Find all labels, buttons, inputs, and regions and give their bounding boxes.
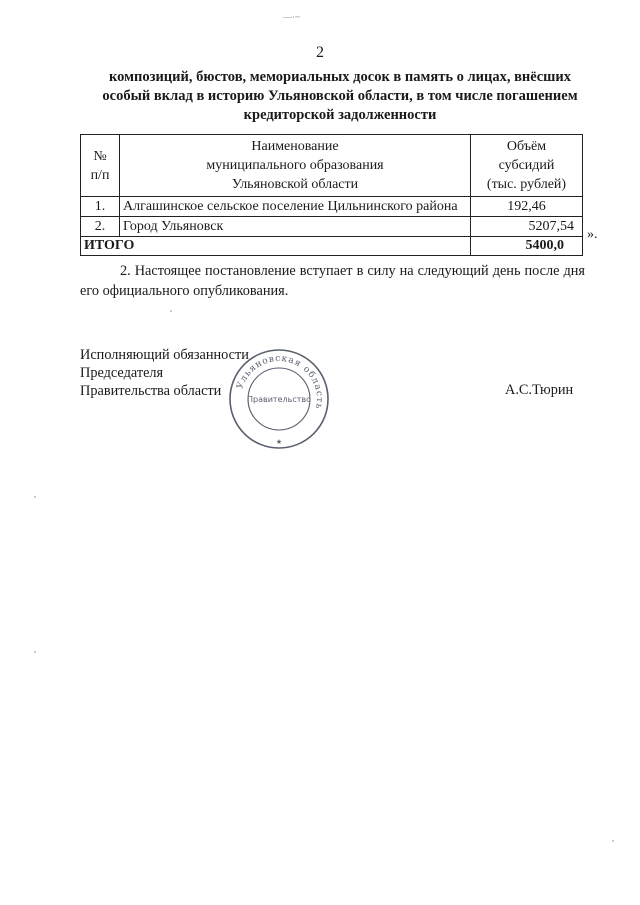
heading-line: композиций, бюстов, мемориальных досок в память о лицах, внёсших [109,69,571,85]
effective-date-paragraph: 2. Настоящее постановление вступает в силу на следующий день после дня его официального опубликования. [80,263,585,299]
header-volume [471,135,583,197]
scan-speck [34,496,36,498]
heading-line: особый вклад в историю Ульяновской области, в том числе погашением [102,88,578,104]
scan-speck [170,310,172,312]
scan-mark: —·~ [283,12,300,22]
header-number-line: № [93,148,107,164]
row-number: 1. [81,197,120,217]
scan-speck [612,840,614,842]
total-volume: 5400,0 [471,237,583,256]
total-label: ИТОГО [81,237,471,256]
table-total-row [81,237,583,256]
row-name: Алгашинское сельское поселение Цильнинского района [120,197,471,217]
header-volume-line: субсидий [498,158,555,173]
table-header-row [81,135,583,197]
header-volume-line: (тыс. рублей) [486,177,567,192]
stamp-star-icon: ★ [275,438,283,446]
header-name-line: Ульяновской области [231,177,359,192]
table-row [81,197,583,217]
page-number: 2 [316,44,324,61]
row-volume: 5207,54 [471,217,583,237]
heading-line: кредиторской задолженности [243,107,437,123]
row-number: 2. [81,217,120,237]
header-name [120,135,471,197]
document-heading [80,68,600,125]
official-seal-stamp [228,348,330,450]
table-row [81,217,583,237]
row-volume: 192,46 [471,197,583,217]
header-number [81,135,120,197]
header-name-line: Наименование [251,139,339,154]
signature-title-line: Правительства области [80,383,222,399]
signature-title-line: Председателя [80,365,164,381]
header-name-line: муниципального образования [206,158,384,173]
header-volume-line: Объём [506,139,547,154]
row-name: Город Ульяновск [120,217,471,237]
stamp-center-text: Правительство [247,395,311,404]
stamp-ring-text: Ульяновская область [235,353,325,411]
scan-speck [34,651,36,653]
signatory-name: А.С.Тюрин [505,382,574,398]
header-number-line: п/п [90,167,110,183]
signature-title-line: Исполняющий обязанности [80,347,249,363]
subsidies-table [80,134,583,256]
closing-quote: ». [587,227,598,242]
